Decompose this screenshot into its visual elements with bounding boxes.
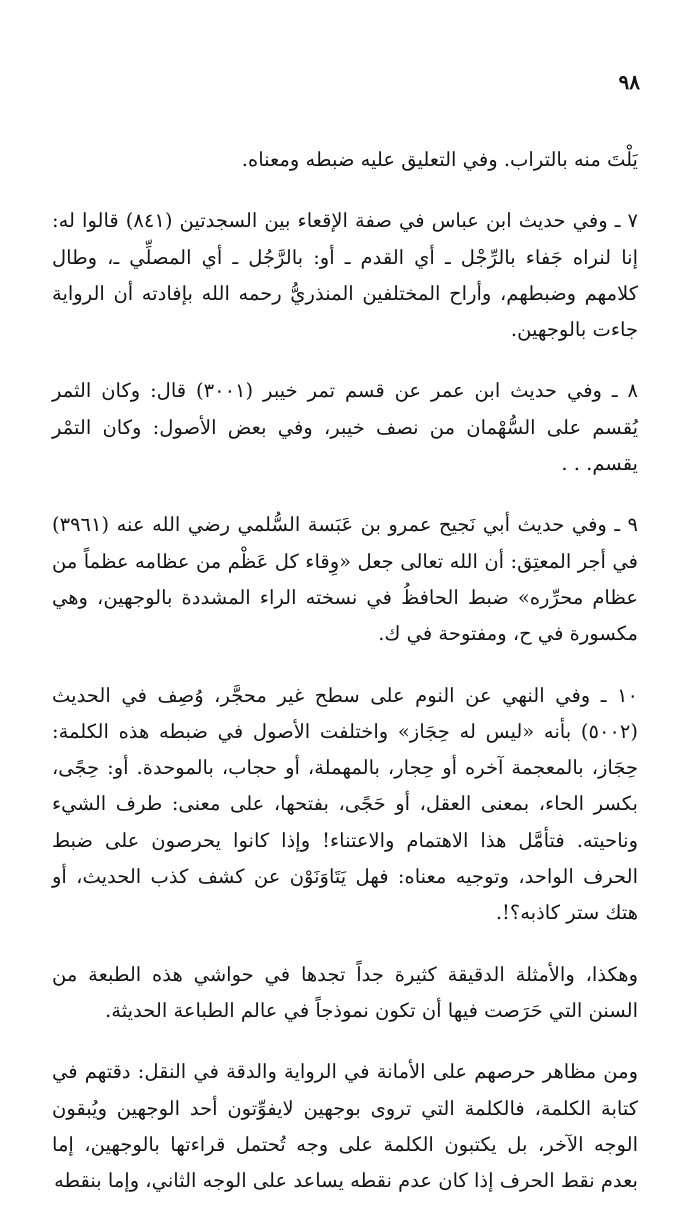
paragraph-examples: وهكذا، والأمثلة الدقيقة كثيرة جداً تجدها في حواشي هذه الطبعة من السنن التي حَرَصت فيها أن تكون نموذجاً في عالم الطباعة الحديثة. xyxy=(52,962,638,1022)
paragraph-writing-precision: ومن مظاهر حرصهم على الأمانة في الرواية والدقة في النقل: دقتهم في كتابة الكلمة، فالكلمة التي تروى بوجهين لايفوِّتون أحد الوجهين ويُبقون الوجه الآخر، بل يكتبون الكلمة على وجه تُحتمل قراءتها بالوجهين، إما بعدم نقط الحرف إذا كان عدم نقطه يساعد على الوجه الثاني، وإما بنقطه xyxy=(52,1060,638,1193)
paragraph-item-8: ٨ ـ وفي حديث ابن عمر عن قسم تمر خيبر (٣٠٠١) قال: وكان الثمر يُقسم على السُّهْمان من نصف خيبر، وفي بعض الأصول: وكان التمْر يقسم. . . xyxy=(52,379,638,476)
paragraph-item-7: ٧ ـ وفي حديث ابن عباس في صفة الإقعاء بين السجدتين (٨٤١) قالوا له: إنا لنراه جَفاء بالرِّجْل ـ أي القدم ـ أو: بالرَّجُل ـ أي المصلِّي ـ، وطال كلامهم وضبطهم، وأراح المختلفين المنذريُّ رحمه الله بإفادته أن الرواية جاءت بالوجهين. xyxy=(52,209,638,342)
page-number: ٩٨ xyxy=(618,70,640,94)
paragraph-continuation: يَلْتَ منه بالتراب. وفي التعليق عليه ضبطه ومعناه. xyxy=(241,148,638,171)
page-body xyxy=(52,142,638,1224)
paragraph-item-9: ٩ ـ وفي حديث أبي نَجيح عمرو بن عَبَسة السُّلمي رضي الله عنه (٣٩٦١) في أجر المعتِق: أن الله تعالى جعل «وِقاء كل عَظْم من عظامه عظماً من عظام محرِّره» ضبط الحافظُ في نسخته الراء المشددة بالوجهين، وهي مكسورة في ح، ومفتوحة في ك. xyxy=(52,513,638,646)
paragraph-item-10: ١٠ ـ وفي النهي عن النوم على سطح غير محجَّر، وُصِف في الحديث (٥٠٠٢) بأنه «ليس له حِجَاز» واختلفت الأصول في ضبطه هذه الكلمة: حِجَاز، بالمعجمة آخره أو حِجار، بالمهملة، أو حجاب، بالموحدة. أو: حِجًى، بكسر الحاء، بمعنى العقل، أو حَجًى، بفتحها، على معنى: طرف الشيء وناحيته. فتأمَّل هذا الاهتمام والاعتناء! وإذا كانوا يحرصون على ضبط الحرف الواحد، وتوجيه معناه: فهل يَتَاوَنَوْن عن كشف كذب الحديث، أو هتك ستر كاذبه؟!. xyxy=(52,683,638,925)
